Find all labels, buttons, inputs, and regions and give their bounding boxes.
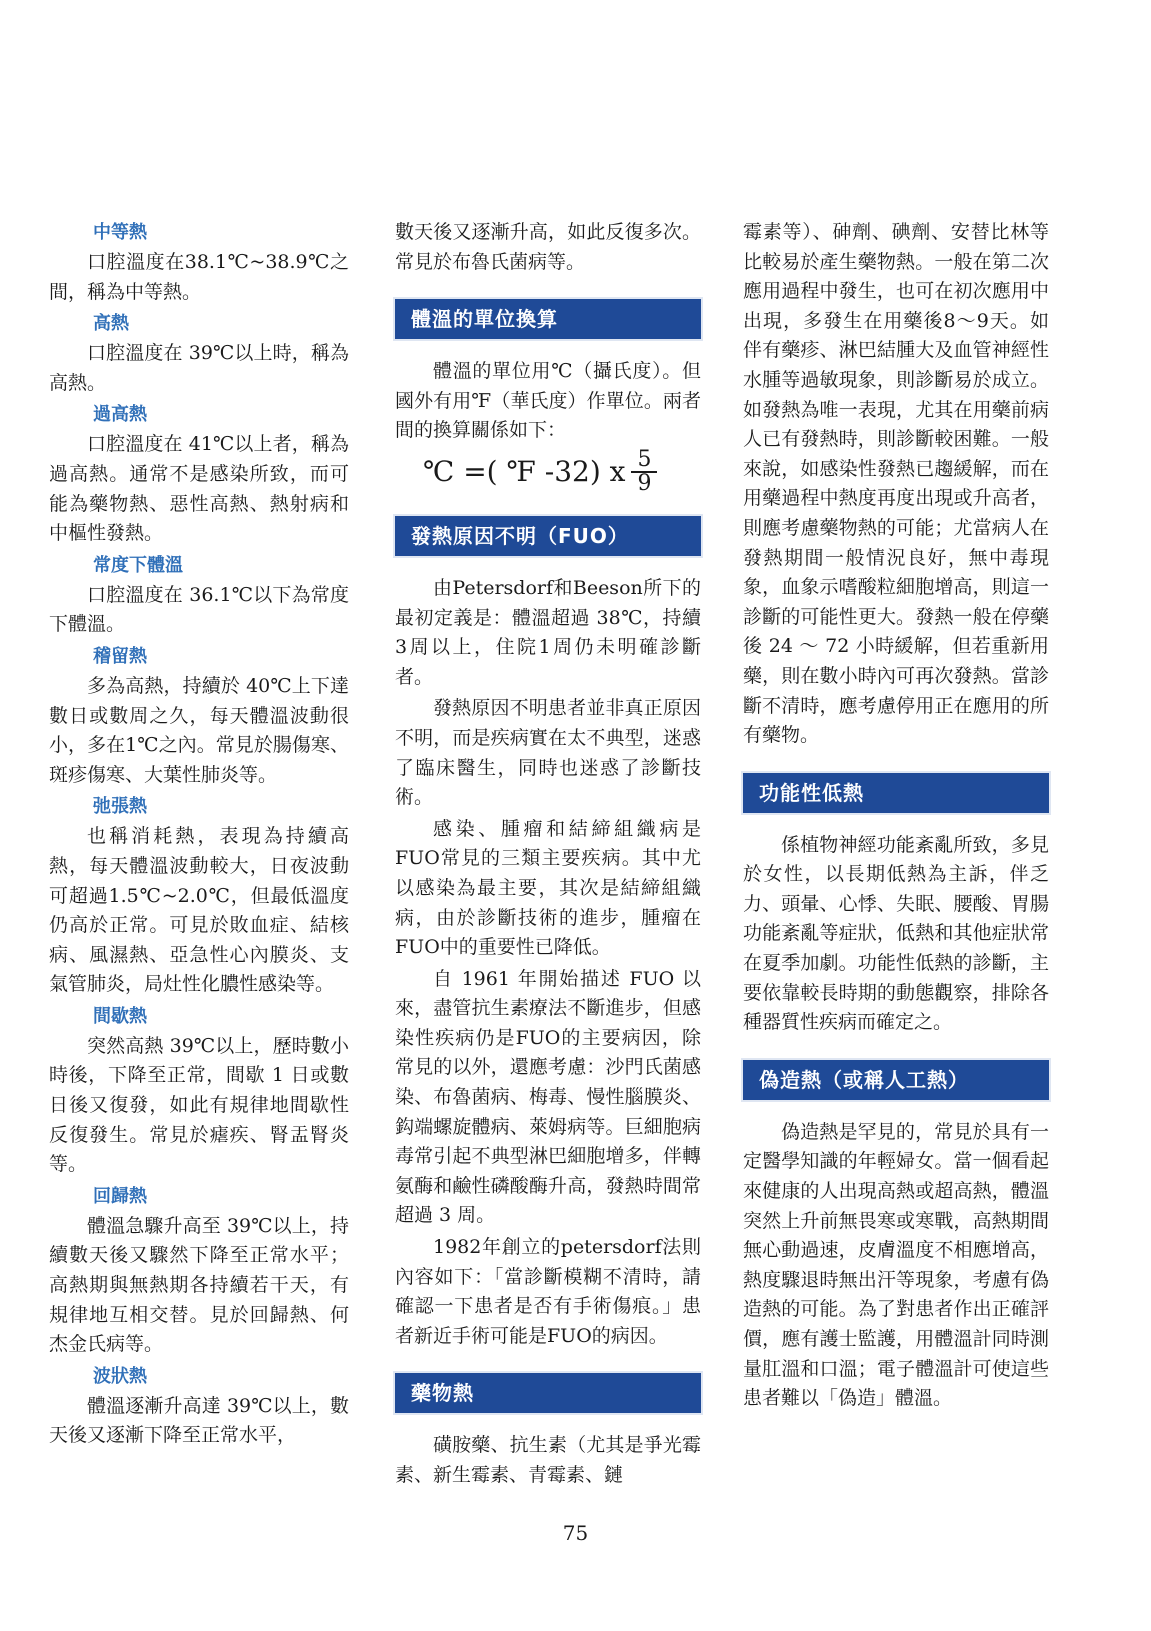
paragraph-undulant-fever: 體溫逐漸升高達 39℃以上，數天後又逐漸下降至正常水平， (49, 1394, 349, 1447)
formula-fraction (631, 446, 657, 496)
paragraph-moderate-fever: 口腔溫度在38.1℃~38.9℃之間，稱為中等熱。 (49, 251, 349, 303)
column-2 (395, 218, 701, 1493)
subheading-high-fever: 高熱 (93, 313, 129, 335)
subheading-relapsing-fever: 回歸熱 (93, 1185, 147, 1207)
subheading-hyperpyrexia: 過高熱 (93, 404, 147, 426)
paragraph-hyperpyrexia: 口腔溫度在 41℃以上者，稱為過高熱。通常不是感染所致，而可能為藥物熱、惡性高熱、熱射病和中樞性發熱。 (49, 433, 349, 545)
subheading-undulant-fever: 波狀熱 (93, 1365, 147, 1387)
formula-expression: ℃ =( ℉ -32) x (423, 455, 626, 489)
subheading-continued-fever: 稽留熱 (93, 645, 147, 667)
paragraph-unit-conversion: 體溫的單位用℃（攝氏度）。但國外有用℉（華氏度）作單位。兩者間的換算關係如下： (395, 360, 701, 442)
fraction-denominator: 9 (637, 470, 652, 496)
paragraph-drug-fever-1: 磺胺藥、抗生素（尤其是爭光霉素、新生霉素、青霉素、鏈 (395, 1434, 701, 1486)
page-number: 75 (562, 1521, 589, 1545)
conversion-formula (423, 446, 701, 496)
subheading-moderate-fever: 中等熱 (93, 222, 147, 243)
paragraph-intermittent-fever: 突然高熱 39℃以上，歷時數小時後，下降至正常，間歇 1 日或數日後又復發，如此有規律地間歇性反復發生。常見於瘧疾、腎盂腎炎等。 (49, 1034, 349, 1176)
column-1 (49, 218, 349, 1453)
paragraph-drug-fever-cont: 霉素等）、砷劑、碘劑、安替比林等比較易於產生藥物熱。一般在第二次應用過程中發生，也可在初次應用中出現，多發生在用藥後8～9天。如伴有藥疹、淋巴結腫大及血管神經性水腫等過敏現象，則診斷易於成立。如發熱為唯一表現，尤其在用藥前病人已有發熱時，則診斷較困難。一般來說，如感染性發熱已趨緩解，而在用藥過程中熱度再度出現或升高者，則應考慮藥物熱的可能；尤當病人在發熱期間一般情況良好，無中毒現象，血象示嗜酸粒細胞增高，則這一診斷的可能性更大。發熱一般在停藥後 24 ～ 72 小時緩解，但若重新用藥，則在數小時內可再次發熱。當診斷不清時，應考慮停用正在應用的所有藥物。 (743, 221, 1049, 747)
paragraph-functional-low-fever: 係植物神經功能紊亂所致，多見於女性，以長期低熱為主訴，伴乏力、頭暈、心悸、失眠、腰酸、胃腸功能紊亂等症狀，低熱和其他症狀常在夏季加劇。功能性低熱的診斷，主要依靠較長時期的動態觀察，排除各種器質性疾病而確定之。 (743, 833, 1049, 1034)
paragraph-continued-fever: 多為高熱，持續於 40℃上下達數日或數周之久，每天體溫波動很小，多在1℃之內。常見於腸傷寒、斑疹傷寒、大葉性肺炎等。 (49, 674, 349, 786)
fraction-numerator: 5 (631, 449, 657, 473)
paragraph-fuo-3: 感染、腫瘤和結締組織病是FUO常見的三類主要疾病。其中尤以感染為最主要，其次是結締組織病，由於診斷技術的進步，腫瘤在FUO中的重要性已降低。 (395, 817, 701, 959)
subheading-hypothermia: 常度下體溫 (93, 554, 183, 576)
section-title-factitious-fever: 偽造熱（或稱人工熱） (743, 1060, 1049, 1100)
column-3 (743, 218, 1049, 1416)
paragraph-undulant-fever-cont: 數天後又逐漸升高，如此反復多次。常見於布魯氏菌病等。 (395, 221, 701, 273)
section-title-fuo: 發熱原因不明（FUO） (395, 516, 701, 556)
section-title-drug-fever: 藥物熱 (395, 1373, 701, 1413)
paragraph-fuo-2: 發熱原因不明患者並非真正原因不明，而是疾病實在太不典型，迷惑了臨床醫生，同時也迷惑了診斷技術。 (395, 697, 701, 809)
paragraph-fuo-1: 由Petersdorf和Beeson所下的最初定義是：體溫超過 38℃，持續3周以上，住院1周仍未明確診斷者。 (395, 576, 701, 688)
subheading-remittent-fever: 弛張熱 (93, 796, 147, 818)
paragraph-remittent-fever: 也稱消耗熱，表現為持續高熱，每天體溫波動較大，日夜波動可超過1.5℃~2.0℃，但最低溫度仍高於正常。可見於敗血症、結核病、風濕熱、亞急性心內膜炎、支氣管肺炎，局灶性化膿性感染等。 (49, 825, 349, 996)
section-title-unit-conversion: 體溫的單位換算 (395, 299, 701, 339)
paragraph-hypothermia: 口腔溫度在 36.1℃以下為常度下體溫。 (49, 583, 349, 636)
section-title-functional-low-fever: 功能性低熱 (743, 773, 1049, 813)
paragraph-relapsing-fever: 體溫急驟升高至 39℃以上，持續數天後又驟然下降至正常水平；高熱期與無熱期各持續若干天，有規律地互相交替。見於回歸熱、何杰金氏病等。 (49, 1214, 349, 1356)
paragraph-fuo-5: 1982年創立的petersdorf法則內容如下：「當診斷模糊不清時，請確認一下患者是否有手術傷痕。」患者新近手術可能是FUO的病因。 (395, 1236, 701, 1347)
paragraph-factitious-fever: 偽造熱是罕見的，常見於具有一定醫學知識的年輕婦女。當一個看起來健康的人出現高熱或超高熱，體溫突然上升前無畏寒或寒戰，高熱期間無心動過速，皮膚溫度不相應增高，熱度驟退時無出汗等現象，考慮有偽造熱的可能。為了對患者作出正確評價，應有護士監護，用體溫計同時測量肛溫和口溫；電子體溫計可使這些患者難以「偽造」體溫。 (743, 1120, 1049, 1410)
paragraph-fuo-4: 自 1961 年開始描述 FUO 以來，盡管抗生素療法不斷進步，但感染性疾病仍是FUO的主要病因，除常見的以外，還應考慮：沙門氏菌感染、布魯菌病、梅毒、慢性腦膜炎、鈎端螺旋體病、萊姆病等。巨細胞病毒常引起不典型淋巴細胞增多，伴轉氨酶和鹼性磷酸酶升高，發熱時間常超過 3 周。 (395, 967, 701, 1227)
paragraph-high-fever: 口腔溫度在 39℃以上時，稱為高熱。 (49, 342, 349, 394)
subheading-intermittent-fever: 間歇熱 (93, 1005, 147, 1027)
